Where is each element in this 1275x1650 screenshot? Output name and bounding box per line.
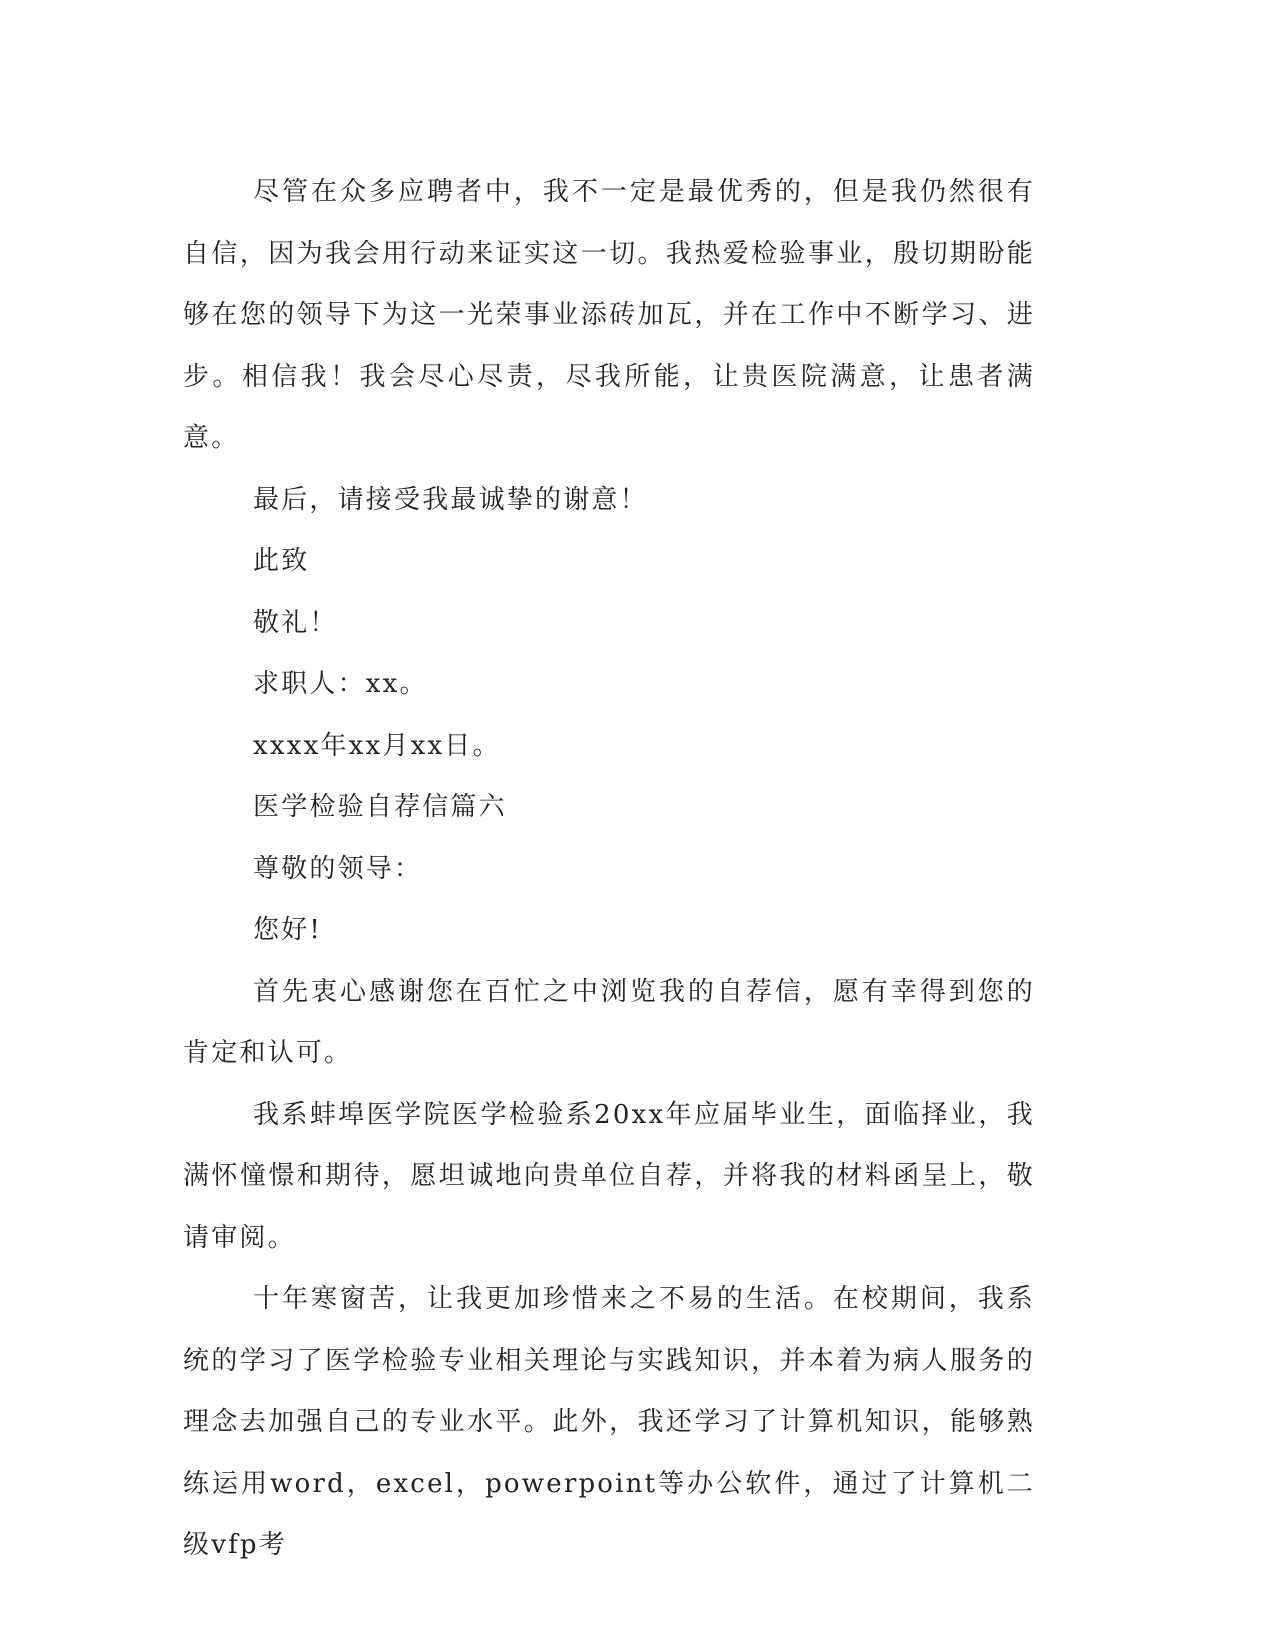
paragraph-confidence: 尽管在众多应聘者中，我不一定是最优秀的，但是我仍然很有自信，因为我会用行动来证实这一切。我热爱检验事业，殷切期盼能够在您的领导下为这一光荣事业添砖加瓦，并在工作中不断学习、进步。相信我！我会尽心尽责，尽我所能，让贵医院满意，让患者满意。: [183, 177, 1035, 453]
paragraph-thanks: 首先衷心感谢您在百忙之中浏览我的自荐信，愿有幸得到您的肯定和认可。: [183, 976, 1035, 1068]
greeting-respect: 尊敬的领导：: [253, 853, 423, 884]
applicant-signature: 求职人：xx。: [253, 669, 428, 699]
letter-date: xxxx年xx月xx日。: [253, 730, 501, 761]
greeting-hello: 您好!: [253, 915, 323, 945]
closing-thanks: 最后，请接受我最诚挚的谢意！: [253, 484, 648, 515]
section-heading: 医学检验自荐信篇六: [253, 792, 507, 822]
salutation-cizhi: 此致: [253, 546, 310, 576]
paragraph-study: 十年寒窗苦，让我更加珍惜来之不易的生活。在校期间，我系统的学习了医学检验专业相关理论与实践知识，并本着为病人服务的理念去加强自己的专业水平。此外，我还学习了计算机知识，能够熟练运用word，excel，powerpoint等办公软件，通过了计算机二级vfp考: [183, 1284, 1035, 1560]
salutation-jingli: 敬礼！: [253, 607, 338, 638]
paragraph-introduction: 我系蚌埠医学院医学检验系20xx年应届毕业生，面临择业，我满怀憧憬和期待，愿坦诚地向贵单位自荐，并将我的材料函呈上，敬请审阅。: [183, 1099, 1035, 1253]
letter-body: [183, 162, 1035, 1577]
